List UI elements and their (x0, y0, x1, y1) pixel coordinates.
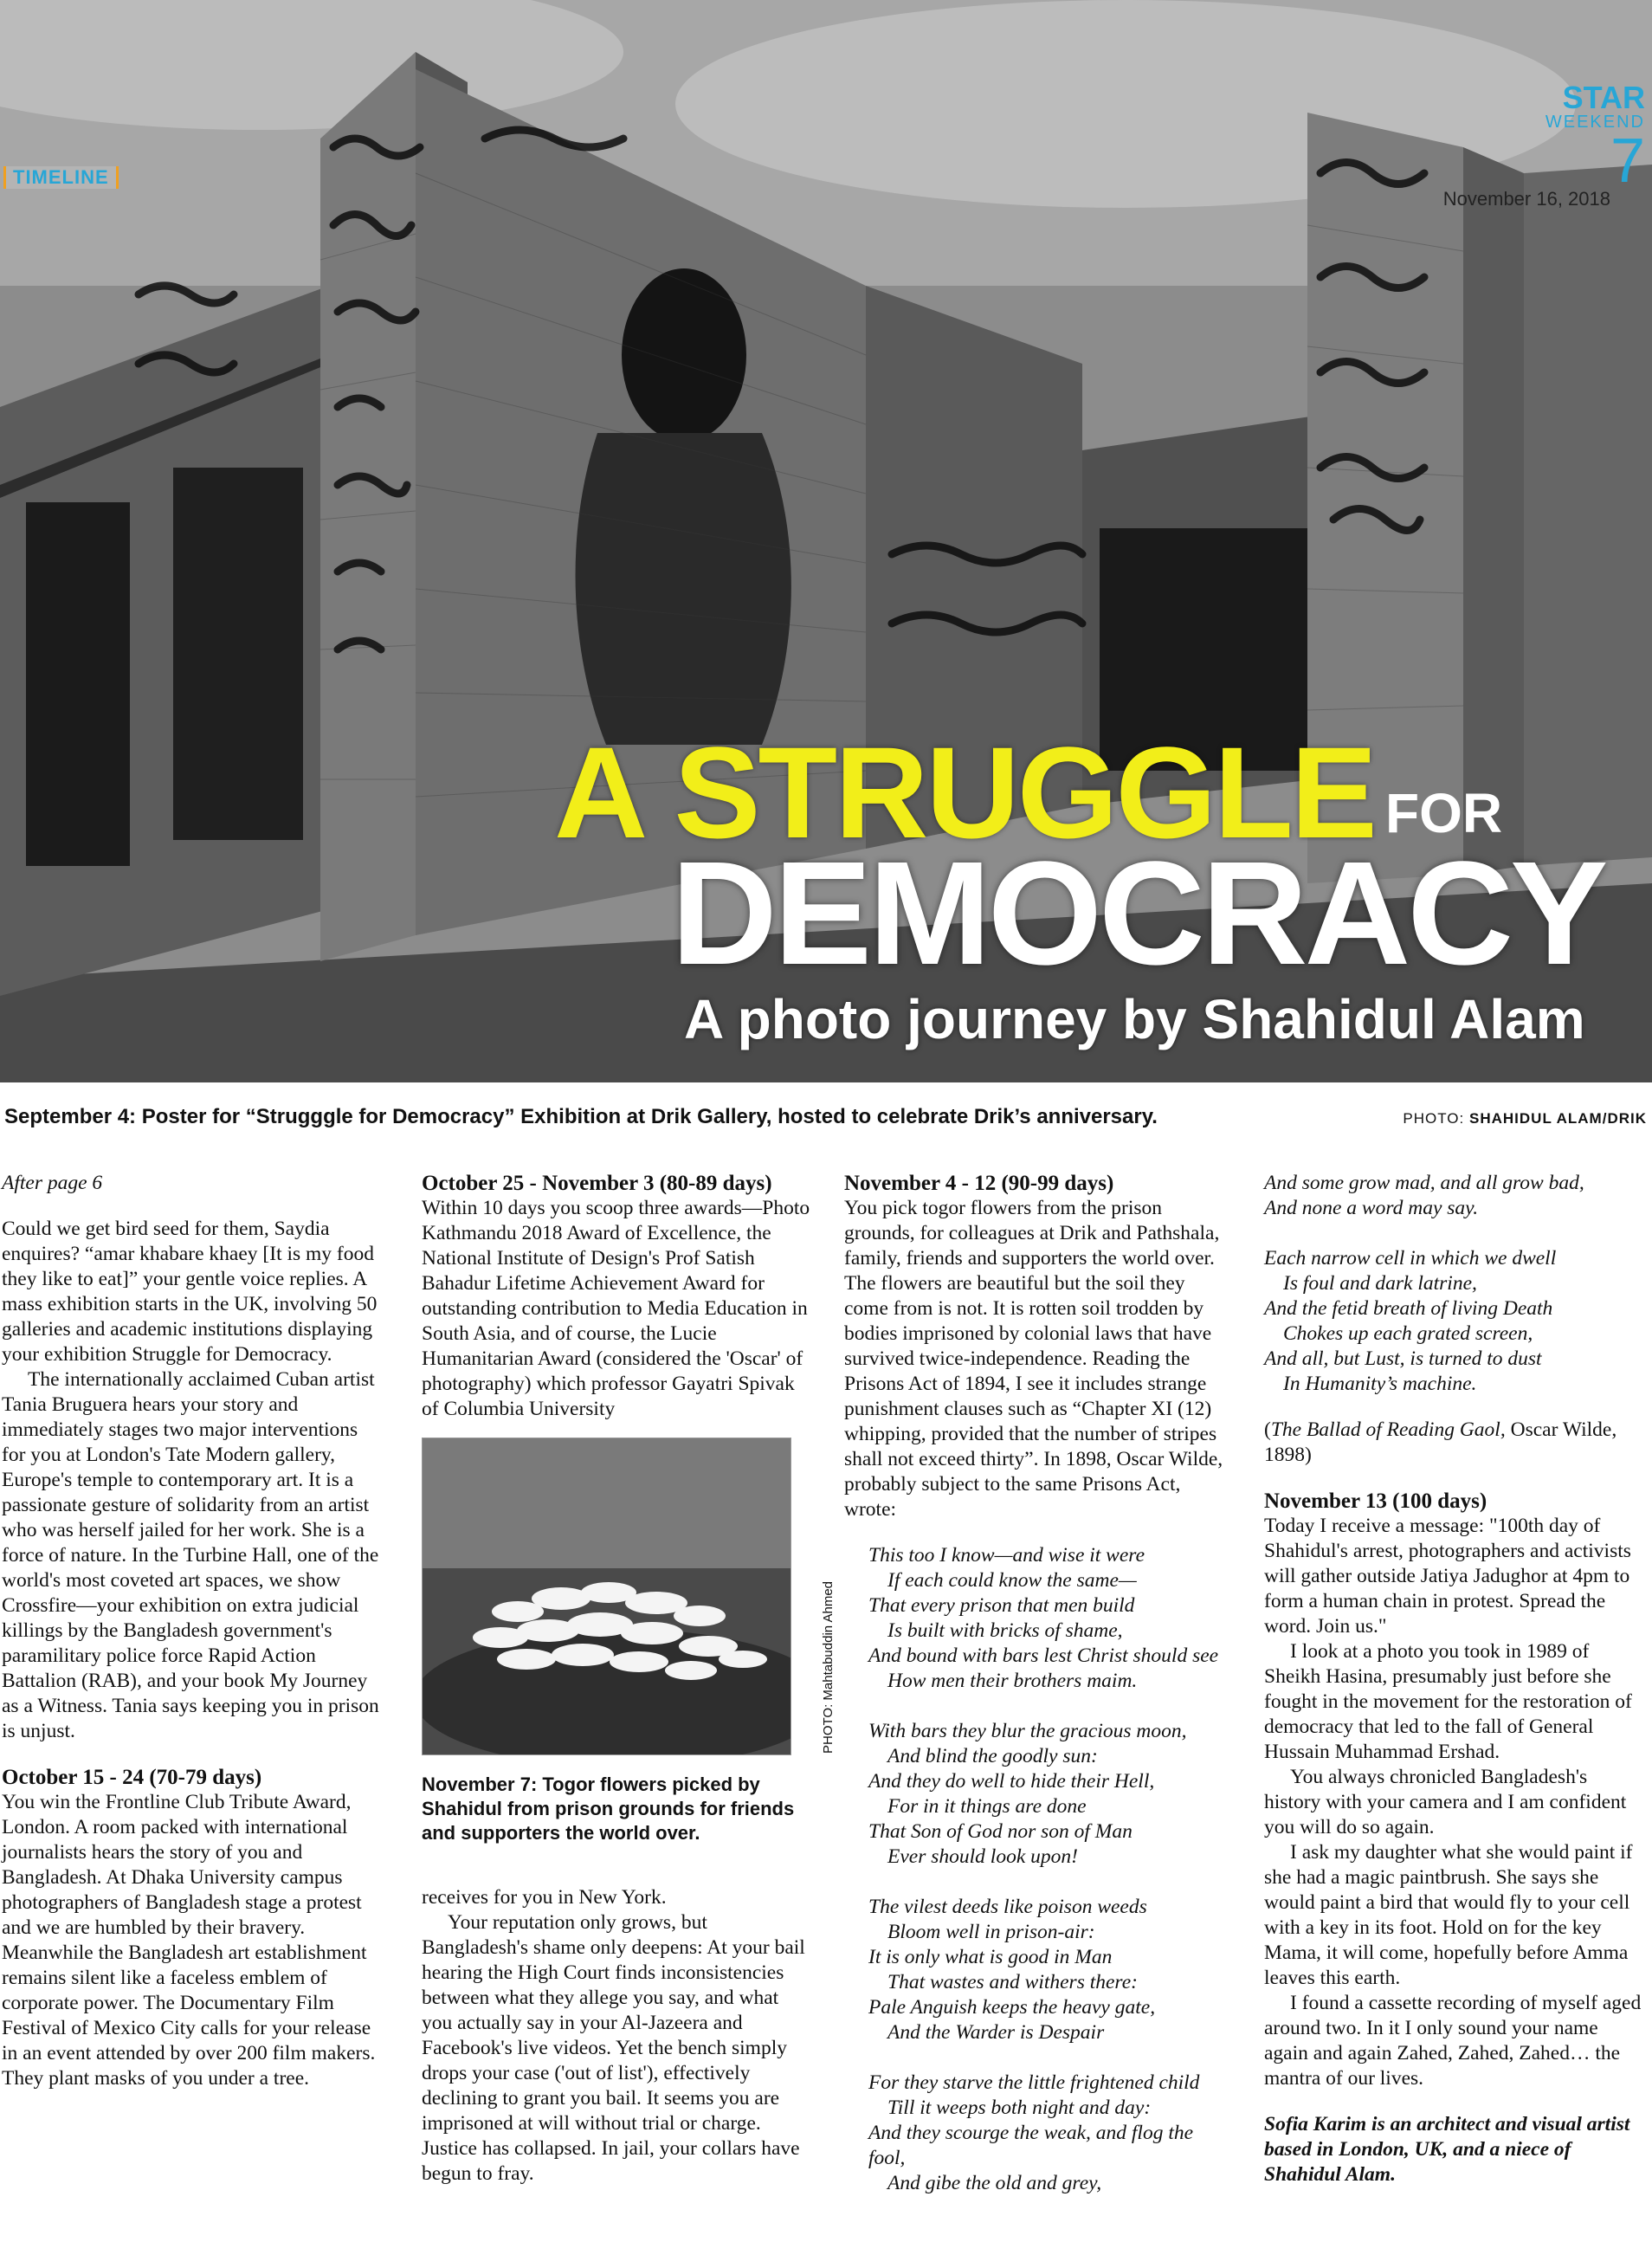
poem-line: If each could know the same— (887, 1569, 1137, 1592)
paragraph: I ask my daughter what she would paint if she had a magic paintbrush. She says she would paint a bird that would fly to your cell with a key in its foot. Hold on for the key Mama, it will come, hopefully before Amma leaves this earth. (1264, 1841, 1633, 1989)
poem-line: And gibe the old and grey, (887, 2172, 1102, 2194)
poem-line: And they do well to hide their Hell, (868, 1770, 1155, 1793)
poem-line: For in it things are done (887, 1795, 1087, 1818)
poem-line: Is foul and dark latrine, (1283, 1272, 1477, 1295)
section-heading: October 25 - November 3 (80-89 days) (422, 1172, 772, 1195)
brand-name: STAR (1562, 80, 1645, 115)
poem-line: This too I know—and wise it were (868, 1544, 1145, 1567)
paragraph: Could we get bird seed for them, Saydia enquires? “amar khabare khaey [It is my food they like to eat]” your gentle voice replies. A mass exhibition starts in the UK, involving 50 galleries and academic institutions displaying your exhibition Struggle for Democracy. (2, 1218, 378, 1366)
hero-photo (0, 0, 1652, 1082)
paragraph: Today I receive a message: "100th day of Shahidul's arrest, photographers and activists will gather outside Jatiya Jadughor at 4pm to form a human chain in protest. Spread the word. Join us." (1264, 1515, 1631, 1638)
poem-line: With bars they blur the gracious moon, (868, 1720, 1187, 1742)
issue-date: November 16, 2018 (1442, 188, 1610, 210)
poem-line: Is built with bricks of shame, (887, 1619, 1123, 1642)
paragraph: The internationally acclaimed Cuban artist Tania Bruguera hears your story and immediately stages two major interventions for you at London's Tate Modern gallery, Europe's temple to contemporary art. It is a passionate gesture of solidarity from an artist who was herself jailed for her work. She is a force of nature. In the Turbine Hall, one of the world's most coveted art spaces, we show Crossfire—your exhibition on extra judicial killings by the Bangladesh government's paramilitary police force Rapid Action Battalion (RAB), and your book My Journey as a Witness. Tania says keeping you in prison is unjust. (2, 1368, 379, 1742)
author-bio: Sofia Karim is an architect and visual artist based in London, UK, and a niece of Shahidul Alam. (1264, 2113, 1630, 2186)
brand-subname: WEEKEND (1545, 113, 1645, 132)
flowers-illustration (423, 1438, 791, 1754)
column-3 (844, 1171, 1225, 2196)
poem-line: Pale Anguish keeps the heavy gate, (868, 1996, 1156, 2019)
section-heading: November 13 (100 days) (1264, 1489, 1487, 1513)
poem-line: Chokes up each grated screen, (1283, 1322, 1533, 1345)
togor-flowers-photo (422, 1438, 791, 1755)
hero-caption: September 4: Poster for “Strugggle for Democracy” Exhibition at Drik Gallery, hosted to celebrate Drik’s anniversary. (4, 1105, 1158, 1128)
headline-line2: DEMOCRACY (671, 831, 1605, 996)
poem-line: That every prison that men build (868, 1594, 1135, 1617)
poem-line: And the Warder is Despair (887, 2021, 1105, 2044)
headline-subtitle: A photo journey by Shahidul Alam (684, 988, 1585, 1050)
poem-line (1264, 1221, 1645, 1246)
paragraph: Your reputation only grows, but Bangladesh's shame only deepens: At your bail hearing the High Court finds inconsistencies between what they allege you say, and what you actually say in your Al-Jazeera and Facebook's live videos. Yet the bench simply drops your case ('out of list'), effectively declining to grant you bail. It seems you are imprisoned at will without trial or charge. Justice has collapsed. In jail, your collars have begun to fray. (422, 1911, 805, 2185)
section-tag: TIMELINE (3, 166, 119, 189)
poem-line: And they scourge the weak, and flog the fool, (868, 2122, 1194, 2169)
poem-line: Bloom well in prison-air: (887, 1921, 1095, 1943)
paragraph: You win the Frontline Club Tribute Award, London. A room packed with international journalists hears the story of you and Bangladesh. At Dhaka University campus photographers of Bangladesh stage a protest and we are humbled by their bravery. Meanwhile the Bangladesh art establishment remains silent like a faceless emblem of corporate power. The Documentary Film Festival of Mexico City calls for your release in an event attended by over 200 film makers. They plant masks of you under a tree. (2, 1791, 376, 2090)
poem-line: Ever should look upon! (887, 1845, 1078, 1868)
poem-line: Till it weeps both night and day: (887, 2097, 1152, 2119)
credit-name: SHAHIDUL ALAM/DRIK (1469, 1110, 1647, 1127)
poem-line: And the fetid breath of living Death (1264, 1297, 1553, 1320)
poem-line: The vilest deeds like poison weeds (868, 1896, 1147, 1918)
poem-line: Each narrow cell in which we dwell (1264, 1247, 1557, 1270)
column-2 (422, 1171, 836, 2187)
poem-line: And blind the goodly sun: (887, 1745, 1098, 1767)
poem-line (868, 1870, 1225, 1895)
paragraph: You pick togor flowers from the prison grounds, for colleagues at Drik and Pathshala, family, friends and supporters the world over. The flowers are beautiful but the soil they come from is not. It is rotten soil trodden by bodies imprisoned by colonial laws that have survived twice-independence. Reading the Prisons Act of 1894, I see it includes strange punishment clauses such as “Chapter XI (12) whipping, provided that the number of stripes shall not exceed thirty”. In 1898, Oscar Wilde, probably subject to the same Prisons Act, wrote: (844, 1197, 1223, 1521)
credit-label: PHOTO: (1403, 1110, 1465, 1127)
poem-excerpt (1264, 1171, 1645, 1397)
poem-line: In Humanity’s machine. (1283, 1373, 1477, 1395)
jump-line: After page 6 (2, 1172, 103, 1194)
citation-rest: Oscar Wilde, 1898) (1264, 1418, 1617, 1466)
poem-line: And none a word may say. (1264, 1197, 1479, 1219)
poem-line (868, 1694, 1225, 1719)
section-heading: October 15 - 24 (70-79 days) (2, 1766, 262, 1789)
paragraph: I found a cassette recording of myself aged around two. In it I only sound your name again and again Zahed, Zahed, Zahed… the mantra of our lives. (1264, 1992, 1642, 2090)
poem-excerpt (844, 1543, 1225, 2196)
poem-line (868, 2045, 1225, 2071)
inset-credit-text: PHOTO: Mahtabuddin Ahmed (821, 1581, 836, 1754)
poem-line: How men their brothers maim. (887, 1670, 1138, 1692)
paragraph: You always chronicled Bangladesh's history with your camera and I am confident you will do so again. (1264, 1766, 1627, 1838)
headline-line1: A STRUGGLE (554, 720, 1375, 865)
poem-line: It is only what is good in Man (868, 1946, 1113, 1968)
column-4 (1264, 1171, 1645, 2187)
section-heading: November 4 - 12 (90-99 days) (844, 1172, 1114, 1195)
brand-block (1443, 82, 1645, 131)
paragraph: receives for you in New York. (422, 1886, 667, 1909)
poem-line: And all, but Lust, is turned to dust (1264, 1347, 1542, 1370)
citation-open: ( (1264, 1418, 1271, 1441)
inset-photo-credit (816, 1438, 836, 1754)
poem-line: That wastes and withers there: (887, 1971, 1138, 1993)
headline-for: FOR (1385, 782, 1503, 844)
poem-line: And some grow mad, and all grow bad, (1264, 1172, 1584, 1194)
poem-line: That Son of God nor son of Man (868, 1820, 1133, 1843)
paragraph: I look at a photo you took in 1989 of Sheikh Hasina, presumably just before she fought in the movement for the restoration of democracy that led to the fall of General Hussain Muhammad Ershad. (1264, 1640, 1632, 1763)
page-number: 7 (1610, 126, 1645, 196)
poem-line: For they starve the little frightened child (868, 2071, 1200, 2094)
poem-line: And bound with bars lest Christ should see (868, 1644, 1219, 1667)
masthead (1443, 82, 1645, 210)
inset-caption: November 7: Togor flowers picked by Shahidul from prison grounds for friends and supporters the world over. (422, 1774, 795, 1844)
poem-citation (1264, 1418, 1645, 1468)
column-1 (2, 1171, 383, 2091)
paragraph: Within 10 days you scoop three awards—Photo Kathmandu 2018 Award of Excellence, the National Institute of Design's Prof Satish Bahadur Lifetime Achievement Award for outstanding contribution to Media Education in South Asia, and of course, the Lucie Humanitarian Award (considered the 'Oscar' of photography) which professor Gayatri Spivak of Columbia University (422, 1197, 810, 1420)
citation-title: The Ballad of Reading Gaol, (1270, 1418, 1506, 1441)
hero-photo-credit (1403, 1110, 1647, 1127)
